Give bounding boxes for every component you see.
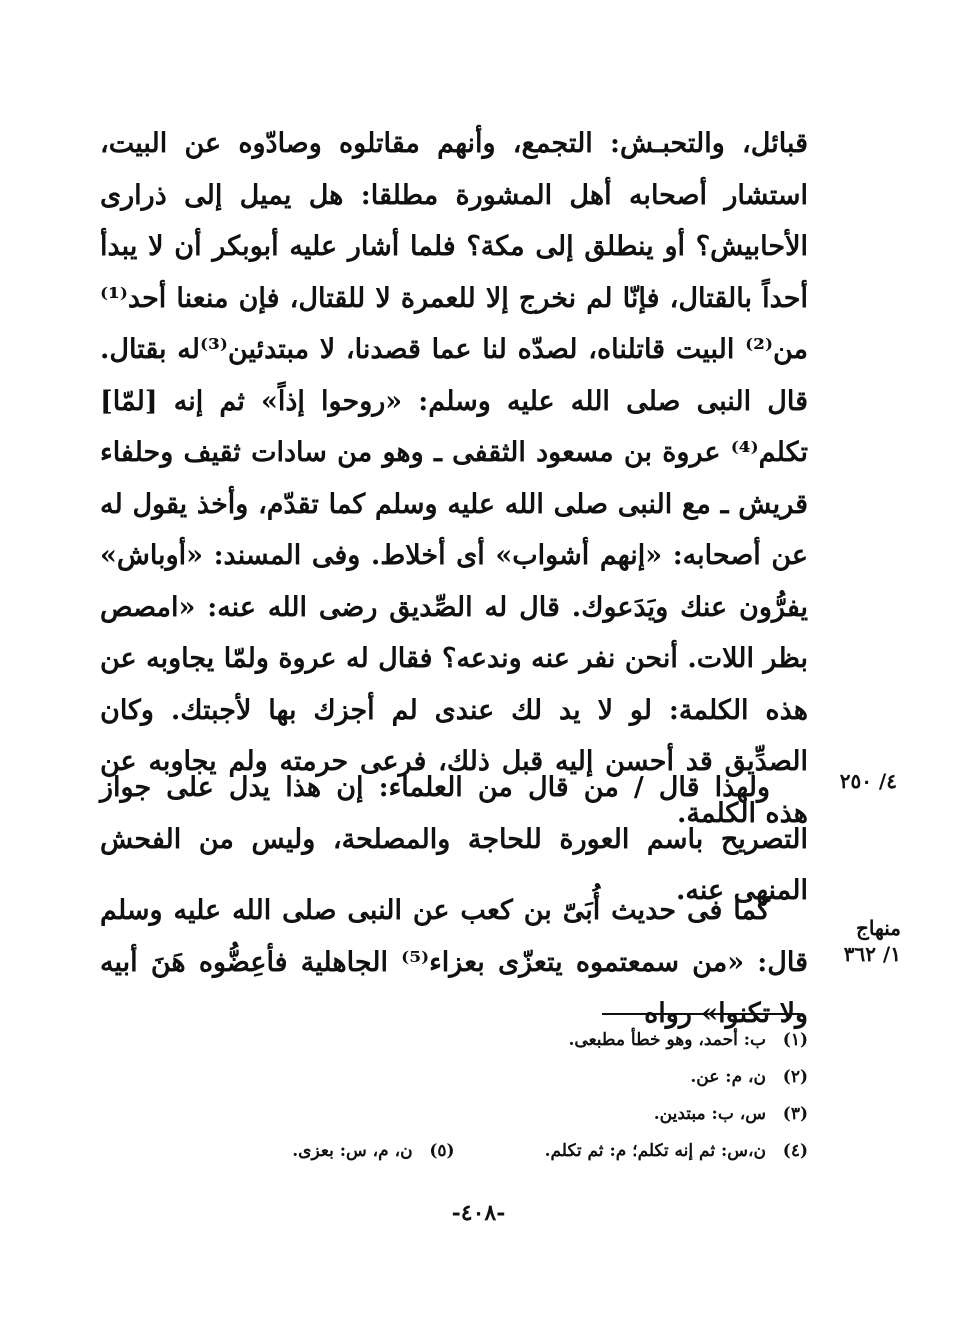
footnote-4-5: [170, 1133, 808, 1170]
footnote-text: ن، م، س: بعزى.: [292, 1141, 413, 1161]
footnote-number: (٥): [429, 1141, 455, 1161]
footnote-number: (١): [782, 1030, 808, 1050]
margin-reference-2-source: منهاج: [856, 916, 901, 940]
footnote-text: ن،س: ثم إنه تكلم؛ م: ثم تكلم.: [544, 1141, 766, 1161]
margin-reference-2-page: ١/ ٣٦٢: [843, 942, 901, 966]
margin-reference-2: [821, 915, 901, 967]
footnote-text: س، ب: مبتدين.: [653, 1104, 766, 1124]
footnote-number: (٢): [782, 1067, 808, 1087]
footnote-1: [170, 1022, 808, 1059]
margin-reference-1: ٤/ ٢٥٠: [839, 769, 897, 793]
paragraph-2: ولهذا قال / من قال من العلماء: إن هذا يدل على جواز التصريح باسم العورة للحاجة والمصلحة، وليس من الفحش المنهى عنه.: [100, 772, 808, 906]
footnote-number: (٣): [782, 1104, 808, 1124]
footnote-text: ن، م: عن.: [690, 1067, 766, 1087]
paragraph-3: كما فى حديث أُبَىّ بن كعب عن النبى صلى الله عليه وسلم قال: «من سمعتموه يتعزّى بعزاء⁽⁵⁾ الجاهلية فأعِضُّوه هَنَ أبيه ولا تكنوا» رواه: [100, 895, 808, 1029]
page-number: -٤٠٨-: [451, 1200, 506, 1226]
footnote-divider: [602, 1013, 800, 1015]
footnotes: [170, 1022, 808, 1170]
footnote-spacer: [455, 1133, 545, 1170]
main-paragraph: قبائل، والتحبـش: التجمع، وأنهم مقاتلوه وصادّوه عن البيت، استشار أصحابه أهل المشورة مطلقا: هل يميل إلى ذرارى الأحابيش؟ أو ينطلق إلى مكة؟ فلما أشار عليه أبوبكر أن لا يبدأ أحداً بالقتال، فإنّا لم نخرج إلا للعمرة لا للقتال، فإن منعنا أحد⁽¹⁾ من⁽²⁾ البيت قاتلناه، لصدّه لنا عما قصدنا، لا مبتدئين⁽³⁾له بقتال. قال النبى صلى الله عليه وسلم: «روحوا إذاً» ثم إنه [لمّا] تكلم⁽⁴⁾ عروة بن مسعود الثقفى ـ وهو من سادات ثقيف وحلفاء قريش ـ مع النبى صلى الله عليه وسلم كما تقدّم، وأخذ يقول له عن أصحابه: «إنهم أشواب» أى أخلاط. وفى المسند: «أوباش» يفرُّون عنك ويَدَعوك. قال له الصِّديق رضى الله عنه: «امصص بظر اللات. أنحن نفر عنه وندعه؟ فقال له عروة ولمّا يجاوبه عن هذه الكلمة: لو لا يد لك عندى لم أجزك بها لأجبتك. وكان الصدِّيق قد أحسن إليه قبل ذلك، فرعى حرمته ولم يجاوبه عن هذه الكلمة.: [100, 128, 808, 829]
footnote-2: [170, 1059, 808, 1096]
footnote-number: (٤): [782, 1141, 808, 1161]
footnote-3: [170, 1096, 808, 1133]
footnote-text: ب: أحمد، وهو خطأ مطبعى.: [568, 1030, 766, 1050]
